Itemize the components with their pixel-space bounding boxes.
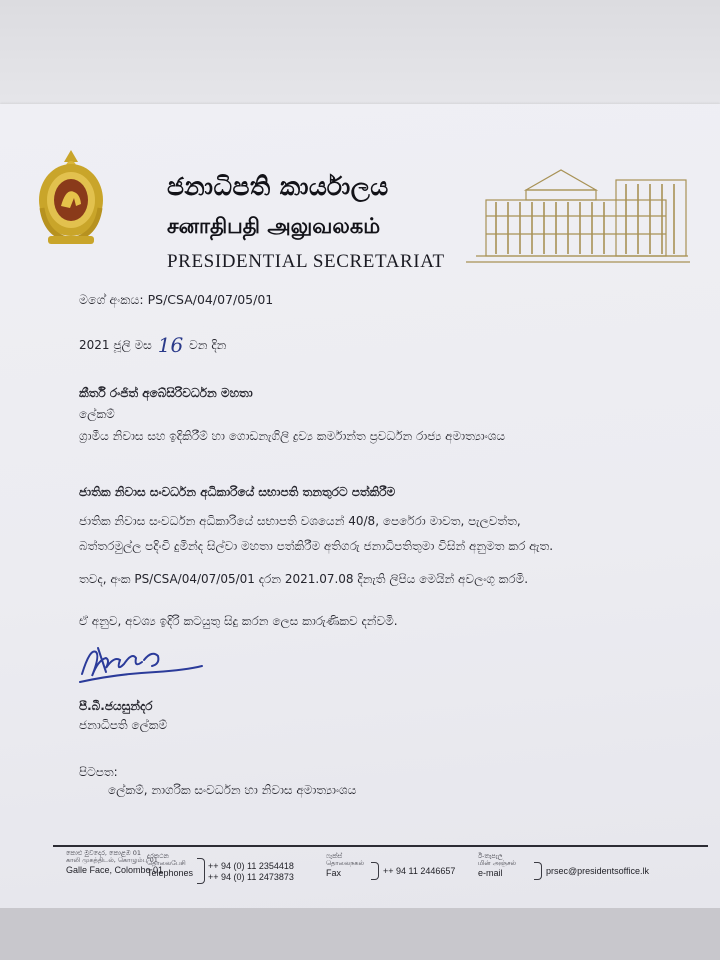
date-day-handwritten: 16 — [157, 333, 184, 357]
background-top — [0, 0, 720, 110]
footer-address-sinhala: කොළු මුවදොර, කොළඹ 01 — [66, 849, 141, 857]
footer-tel-label-tamil: தொலைபேசி — [147, 859, 186, 868]
footer-address-tamil: காலி முகத்திடல், கொழும்பு 01 — [66, 856, 158, 865]
national-emblem-icon — [36, 148, 106, 248]
footer-email-brace — [534, 862, 542, 880]
footer-email-address: prsec@presidentsoffice.lk — [546, 866, 650, 876]
footer-fax-label-sinhala: ෆැක්ස් — [326, 852, 343, 860]
reference-line — [79, 292, 273, 308]
body-paragraph-3: ඒ අනුව, අවශ්‍ය ඉදිරි කටයුතු සිදු කරන ලෙස කාරුණිකව දන්වමි. — [79, 614, 398, 628]
body-paragraph-1-line-1: ජාතික නිවාස සංවර්ධන අධිකාරියේ සභාපති වශයෙන් 40/8, පෙරේරා මාවත, පැලවත්ත, — [79, 514, 521, 528]
footer-telephone-numbers — [208, 861, 294, 883]
background-bottom — [0, 908, 720, 960]
signatory-title: ජනාධිපති ලේකම් — [79, 718, 168, 732]
footer-fax-number-wrap — [383, 866, 455, 878]
addressee-role: ලේකම් — [79, 407, 115, 421]
footer-fax-label-tamil: தொலைநகல் — [326, 859, 364, 868]
signatory-name: පී.බී.ජයසුන්දර — [79, 699, 153, 713]
title-tamil: சனாதிபதி அலுவலகம் — [167, 214, 381, 238]
date-suffix: වන දින — [189, 338, 227, 352]
title-english: PRESIDENTIAL SECRETARIAT — [167, 251, 445, 272]
reference-label: මගේ අංකය: — [79, 292, 144, 307]
footer-tel-label-sinhala: දුරකථන — [147, 852, 169, 860]
footer-email-wrap — [546, 866, 649, 878]
footer-telephone-brace — [197, 858, 205, 884]
addressee-ministry: ග්‍රාමීය නිවාස සහ ඉදිකිරීම් හා ගොඩනැගිලි ද්‍රව්‍ය කර්මාන්ත ප්‍රවර්ධන රාජ්‍ය අමාත්‍යාංශය — [79, 429, 505, 443]
footer-email-label-tamil: மின் அஞ்சல் — [478, 859, 516, 868]
footer-email-label-sinhala: ඊ-තැපැල — [478, 852, 503, 860]
title-sinhala: ජනාධිපති කාර්යාලය — [167, 172, 389, 201]
footer-fax-label — [326, 853, 364, 880]
letter-subject: ජාතික නිවාස සංවර්ධන අධිකාරියේ සභාපති තනතුරට පත්කිරීම — [79, 485, 396, 499]
copy-label: පිටපත: — [79, 765, 118, 779]
date-line — [79, 330, 227, 357]
copy-recipient: ලේකම්, නාගරික සංවර්ධන හා නිවාස අමාත්‍යාංශය — [108, 783, 357, 797]
body-paragraph-1-line-2: බත්තරමුල්ල පදිංචි දුමින්ද සිල්වා මහතා පත්කිරීම අතිගරු ජනාධිපතිතුමා විසින් අනුමත කර ඇත. — [79, 539, 554, 553]
handwritten-signature — [76, 638, 206, 690]
footer-tel-label-english: Telephones — [147, 867, 194, 878]
body-paragraph-2: තවද, අංක PS/CSA/04/07/05/01 දරන 2021.07.08 දිනැති ලිපිය මෙයින් අවලංගු කරමි. — [79, 572, 529, 586]
reference-number: PS/CSA/04/07/05/01 — [147, 292, 274, 307]
footer-divider — [53, 845, 708, 847]
date-prefix: 2021 ජූලි මස — [79, 338, 152, 352]
footer-fax-brace — [371, 862, 379, 880]
footer-fax-label-english: Fax — [326, 867, 342, 878]
footer-fax-number: ++ 94 11 2446657 — [383, 866, 456, 876]
footer-email-label — [478, 853, 516, 880]
footer-telephone-1: ++ 94 (0) 11 2354418 — [208, 861, 294, 871]
footer-email-label-english: e-mail — [478, 867, 503, 878]
parliament-building-icon — [466, 160, 690, 272]
footer-address-english: Galle Face, Colombo 01 — [66, 864, 164, 875]
footer-telephone-label — [147, 853, 193, 880]
addressee-name: කීර්ති රංජිත් අබේසිරිවර්ධන මහතා — [79, 386, 253, 400]
footer-telephone-2: ++ 94 (0) 11 2473873 — [208, 872, 294, 883]
